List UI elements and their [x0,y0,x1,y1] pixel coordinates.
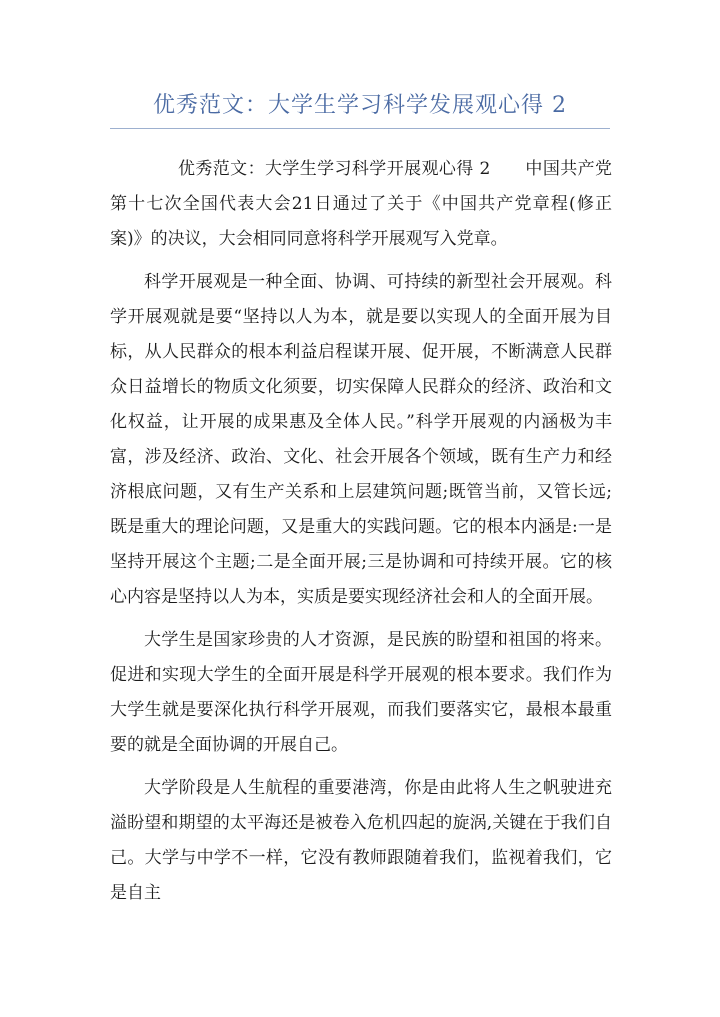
paragraph-4: 大学阶段是人生航程的重要港湾，你是由此将人生之帆驶进充溢盼望和期望的太平海还是被卷入危机四起的旋涡,关键在于我们自己。大学与中学不一样，它没有教师跟随着我们，监视着我们，它是自主 [110,778,612,903]
document-body [110,152,612,919]
document-title: 优秀范文：大学生学习科学发展观心得 2 [153,93,567,118]
paragraph-2: 科学开展观是一种全面、协调、可持续的新型社会开展观。科学开展观就是要“坚持以人为本，就是要以实现人的全面开展为目标，从人民群众的根本利益启程谋开展、促开展，不断满意人民群众日益增长的物质文化须要，切实保障人民群众的经济、政治和文化权益，让开展的成果惠及全体人民。”科学开展观的内涵极为丰富，涉及经济、政治、文化、社会开展各个领域，既有生产力和经济根底问题，又有生产关系和上层建筑问题;既管当前，又管长远;既是重大的理论问题，又是重大的实践问题。它的根本内涵是:一是坚持开展这个主题;二是全面开展;三是协调和可持续开展。它的核心内容是坚持以人为本，实质是要实现经济社会和人的全面开展。 [110,272,612,607]
paragraph-3: 大学生是国家珍贵的人才资源，是民族的盼望和祖国的将来。促进和实现大学生的全面开展是科学开展观的根本要求。我们作为大学生就是要深化执行科学开展观，而我们要落实它，最根本最重要的就是全面协调的开展自己。 [110,630,612,755]
title-divider [110,128,610,129]
paragraph-1: 优秀范文：大学生学习科学开展观心得 2 中国共产党第十七次全国代表大会21日通过了关于《中国共产党章程(修正案)》的决议，大会相同同意将科学开展观写入党章。 [110,159,612,249]
